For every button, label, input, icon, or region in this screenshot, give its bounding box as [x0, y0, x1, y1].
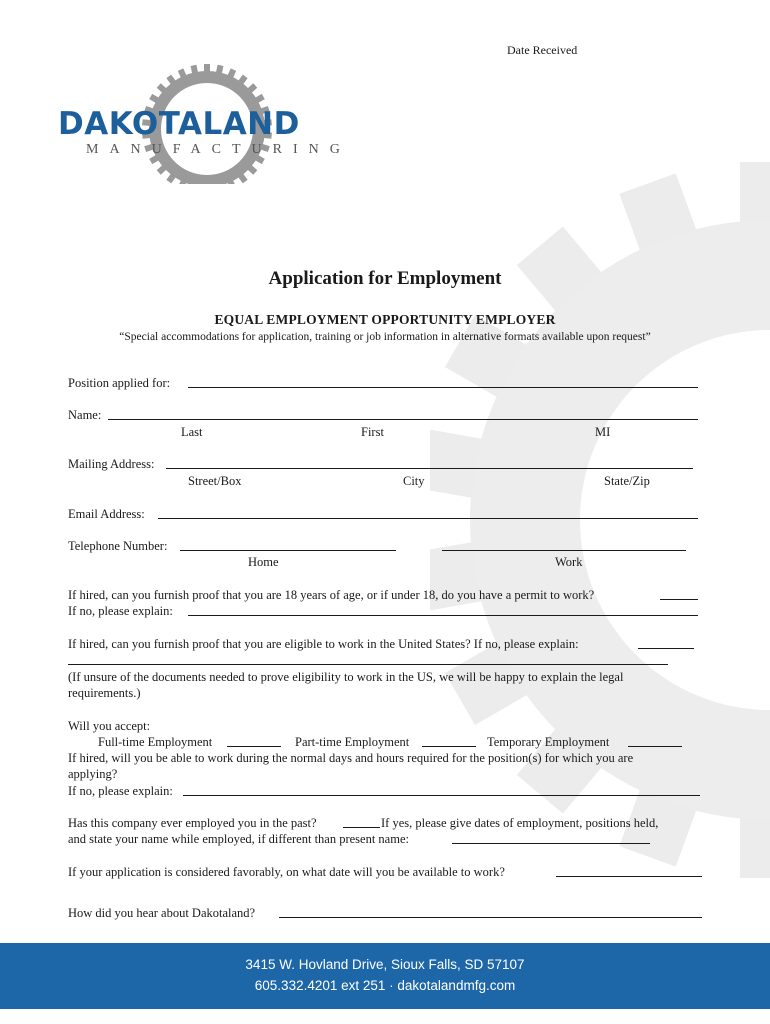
accommodations-note: “Special accommodations for application, training or job information in alternative formats available upon request”: [119, 331, 651, 343]
logo-subtitle: MANUFACTURING: [86, 142, 351, 157]
position-field[interactable]: [188, 387, 698, 388]
home-phone-field[interactable]: [180, 550, 396, 551]
schedule-explain-label: If no, please explain:: [68, 784, 173, 798]
eligibility-note-line1: (If unsure of the documents needed to prove eligibility to work in the US, we will be happy to explain the legal: [68, 670, 624, 684]
gear-tooth: [740, 162, 770, 222]
name-field[interactable]: [108, 419, 698, 420]
age-proof-question: If hired, can you furnish proof that you are 18 years of age, or if under 18, do you have a permit to work?: [68, 588, 595, 602]
availability-field[interactable]: [556, 876, 702, 877]
temporary-field[interactable]: [628, 746, 682, 747]
referral-field[interactable]: [279, 917, 702, 918]
footer-contact: 605.332.4201 ext 251 · dakotalandmfg.com: [254, 978, 516, 993]
work-label: Work: [555, 555, 583, 569]
page-title: Application for Employment: [268, 268, 502, 289]
schedule-question-line2: applying?: [68, 767, 118, 781]
previous-name-label: and state your name while employed, if different than present name:: [68, 832, 409, 846]
gear-tooth: [740, 818, 770, 878]
mailing-address-field[interactable]: [166, 468, 693, 469]
eeo-heading: EQUAL EMPLOYMENT OPPORTUNITY EMPLOYER: [214, 312, 556, 327]
accept-label: Will you accept:: [68, 719, 151, 733]
date-received-label: Date Received: [507, 43, 578, 57]
state-zip-label: State/Zip: [604, 474, 650, 488]
age-proof-explain-field[interactable]: [188, 615, 698, 616]
part-time-label: Part-time Employment: [295, 735, 410, 749]
full-time-field[interactable]: [227, 746, 281, 747]
eligibility-answer[interactable]: [638, 648, 694, 649]
telephone-label: Telephone Number:: [68, 539, 168, 553]
logo-wordmark: DAKOTALAND: [58, 106, 300, 142]
home-label: Home: [248, 555, 279, 569]
position-label: Position applied for:: [68, 376, 171, 390]
eligibility-question: If hired, can you furnish proof that you are eligible to work in the United States? If no, please explain:: [68, 637, 579, 651]
street-box-label: Street/Box: [188, 474, 242, 488]
schedule-question-line1: If hired, will you be able to work during the normal days and hours required for the position(s) for which you are: [68, 751, 634, 765]
referral-question: How did you hear about Dakotaland?: [68, 906, 256, 920]
eligibility-explain-field[interactable]: [68, 664, 668, 665]
work-phone-field[interactable]: [442, 550, 686, 551]
availability-question: If your application is considered favorably, on what date will you be available to work?: [68, 865, 505, 879]
full-time-label: Full-time Employment: [98, 735, 213, 749]
age-proof-answer[interactable]: [660, 599, 698, 600]
past-employment-question: Has this company ever employed you in the past?: [68, 816, 317, 830]
past-employment-answer[interactable]: [343, 827, 380, 828]
temporary-label: Temporary Employment: [487, 735, 610, 749]
mailing-address-label: Mailing Address:: [68, 457, 155, 471]
age-proof-explain-label: If no, please explain:: [68, 604, 173, 618]
past-employment-details-label: If yes, please give dates of employment, positions held,: [381, 816, 659, 830]
part-time-field[interactable]: [422, 746, 476, 747]
schedule-explain-field[interactable]: [183, 795, 700, 796]
name-label: Name:: [68, 408, 102, 422]
name-last-label: Last: [181, 425, 203, 439]
footer-bar: [0, 943, 770, 1009]
city-label: City: [403, 474, 425, 488]
name-first-label: First: [361, 425, 384, 439]
previous-name-field[interactable]: [452, 843, 650, 844]
eligibility-note-line2: requirements.): [68, 686, 141, 700]
email-field[interactable]: [158, 518, 698, 519]
footer-address: 3415 W. Hovland Drive, Sioux Falls, SD 57107: [245, 957, 525, 972]
name-mi-label: MI: [595, 425, 611, 439]
email-label: Email Address:: [68, 507, 145, 521]
